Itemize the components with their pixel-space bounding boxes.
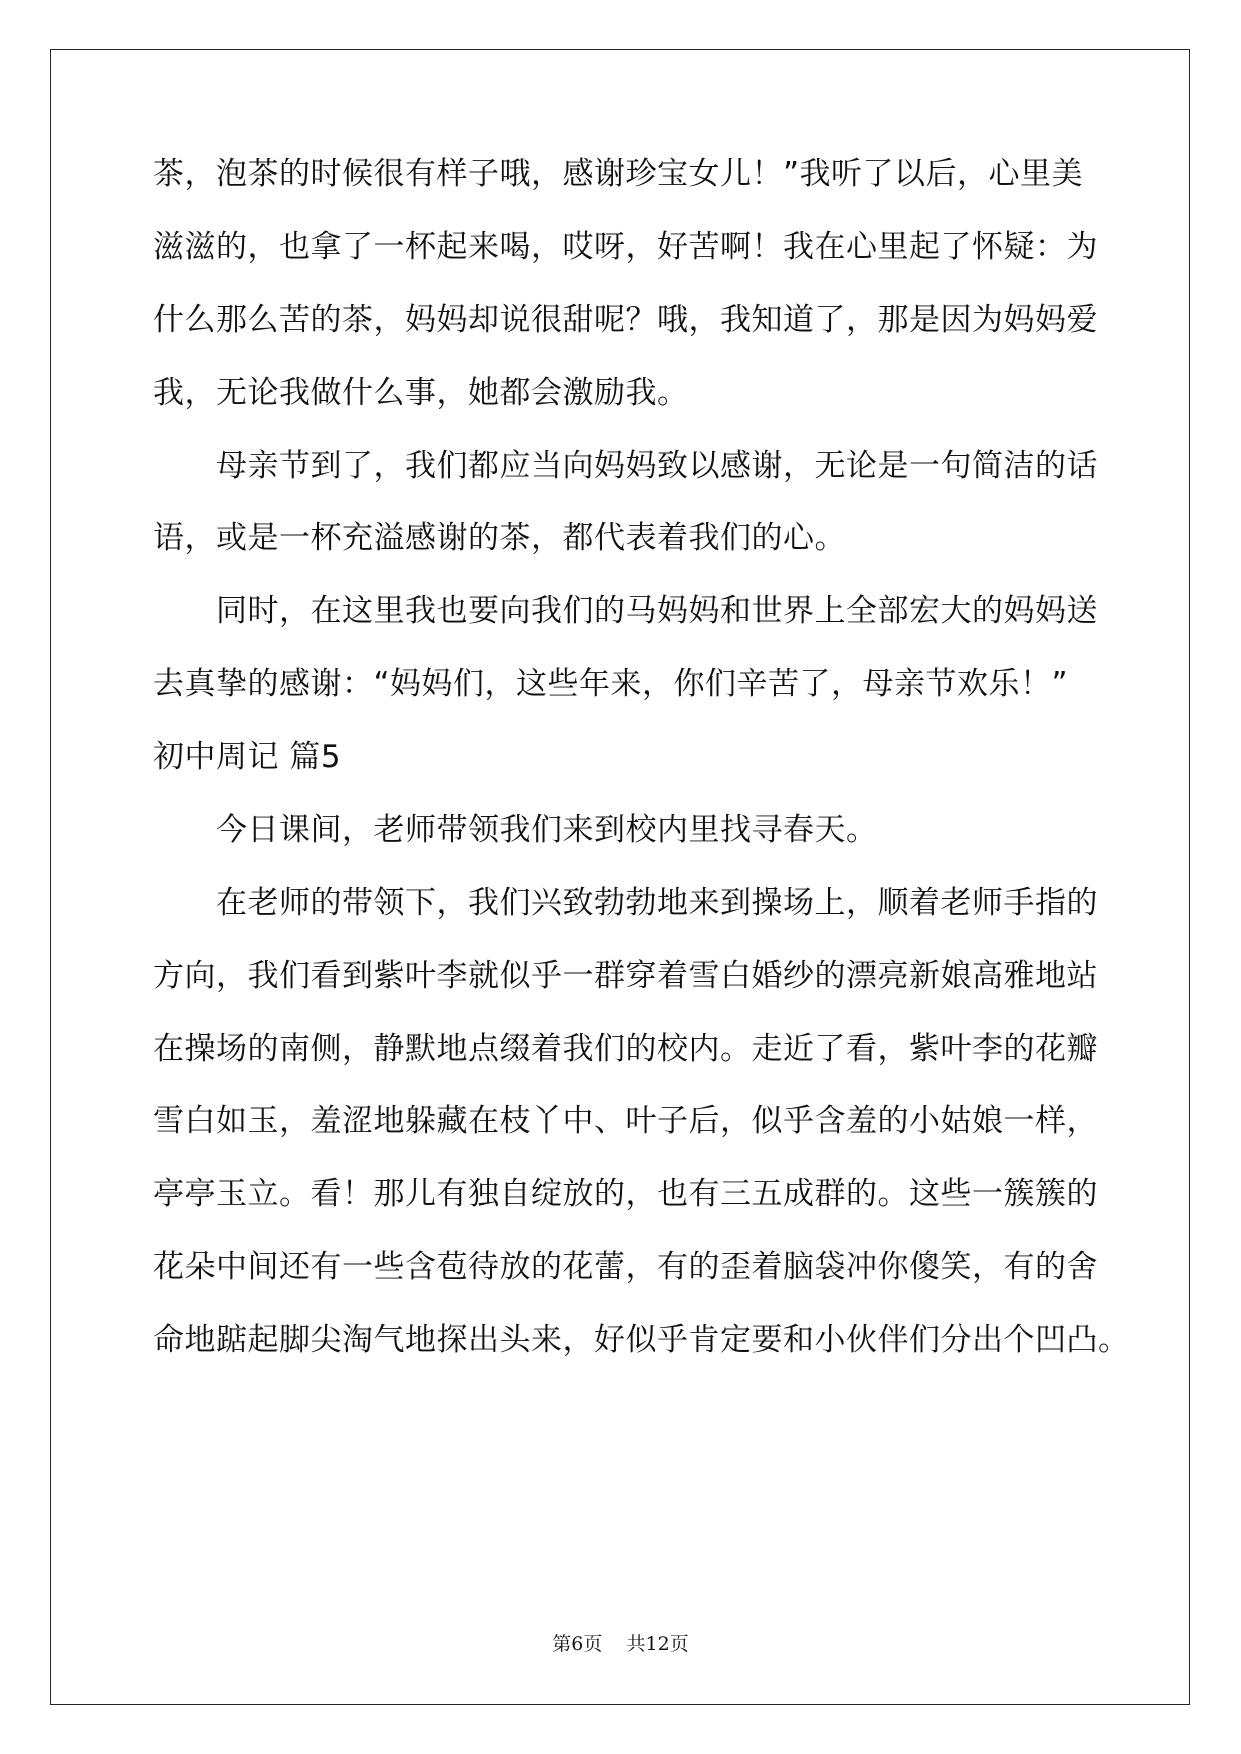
section-heading: 初中周记 篇5: [153, 739, 342, 775]
page-footer: [0, 1632, 1241, 1656]
text-line: 今日课间，老师带领我们来到校内里找寻春天。: [153, 812, 878, 848]
text-line: 在老师的带领下，我们兴致勃勃地来到操场上，顺着老师手指的: [153, 885, 1098, 921]
text-line: 同时，在这里我也要向我们的马妈妈和世界上全部宏大的妈妈送: [153, 593, 1098, 629]
text-line: 母亲节到了，我们都应当向妈妈致以感谢，无论是一句简洁的话: [153, 448, 1098, 484]
text-line: 亭亭玉立。看！那儿有独自绽放的，也有三五成群的。这些一簇簇的: [153, 1176, 1098, 1212]
text-line: 我，无论我做什么事，她都会激励我。: [153, 375, 689, 411]
text-line: 茶，泡茶的时候很有样子哦，感谢珍宝女儿！”我听了以后，心里美: [153, 156, 1084, 192]
text-line: 去真挚的感谢：“妈妈们，这些年来，你们辛苦了，母亲节欢乐！”: [153, 666, 1069, 702]
page-border: [50, 49, 1190, 1705]
page-total: 共12页: [626, 1633, 689, 1655]
text-line: 滋滋的，也拿了一杯起来喝，哎呀，好苦啊！我在心里起了怀疑：为: [153, 229, 1098, 265]
text-line: 命地踮起脚尖淘气地探出头来，好似乎肯定要和小伙伴们分出个凹凸。: [153, 1322, 1130, 1358]
text-line: 雪白如玉，羞涩地躲藏在枝丫中、叶子后，似乎含羞的小姑娘一样，: [153, 1103, 1098, 1139]
text-line: 语，或是一杯充溢感谢的茶，都代表着我们的心。: [153, 520, 846, 556]
page-number: 第6页: [552, 1633, 603, 1655]
text-line: 花朵中间还有一些含苞待放的花蕾，有的歪着脑袋冲你傻笑，有的舍: [153, 1249, 1098, 1285]
text-line: 方向，我们看到紫叶李就似乎一群穿着雪白婚纱的漂亮新娘高雅地站: [153, 958, 1098, 994]
text-line: 在操场的南侧，静默地点缀着我们的校内。走近了看，紫叶李的花瓣: [153, 1031, 1098, 1067]
text-line: 什么那么苦的茶，妈妈却说很甜呢？哦，我知道了，那是因为妈妈爱: [153, 302, 1098, 338]
